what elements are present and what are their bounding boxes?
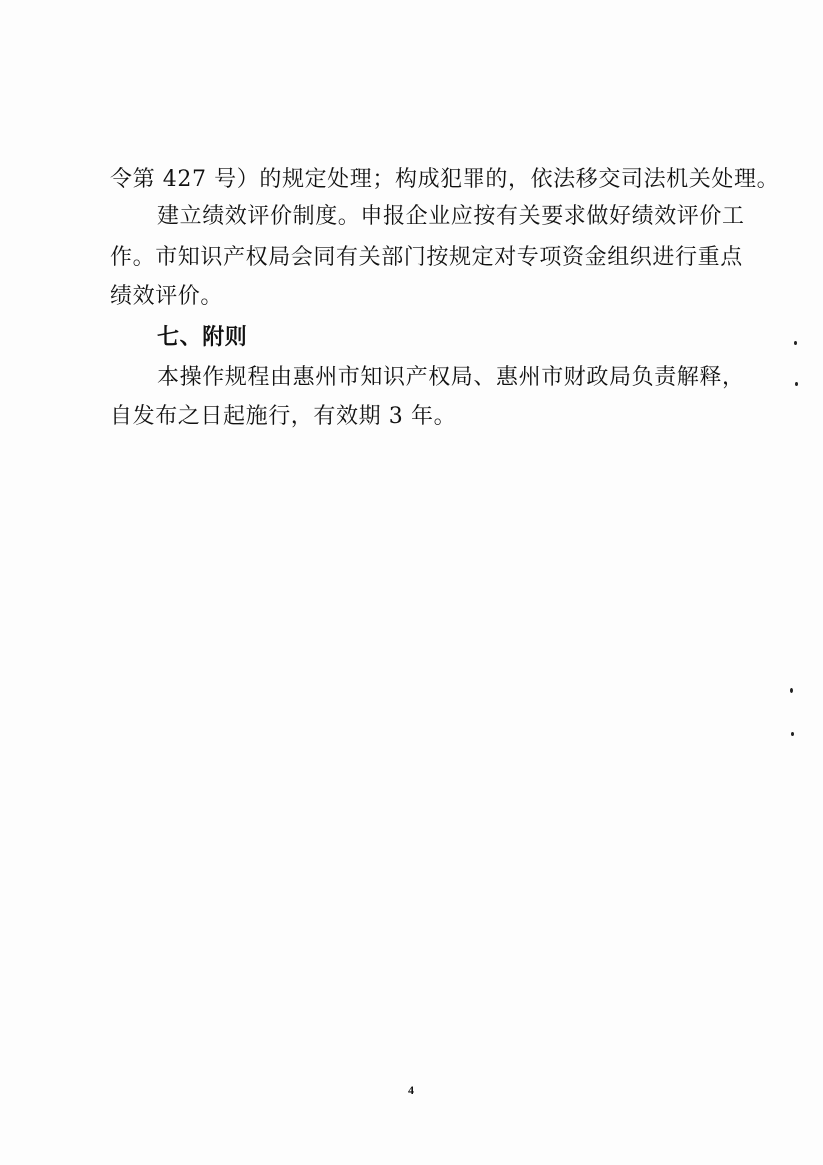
- body-line-1: 令第 427 号）的规定处理；构成犯罪的，依法移交司法机关处理。: [110, 167, 780, 192]
- scan-speck: [791, 732, 794, 736]
- scan-speck: [795, 382, 798, 386]
- scan-speck: [794, 341, 797, 345]
- body-line-7: 自发布之日起施行，有效期 3 年。: [110, 404, 457, 429]
- body-line-3: 作。市知识产权局会同有关部门按规定对专项资金组织进行重点: [110, 245, 743, 270]
- body-line-2: 建立绩效评价制度。申报企业应按有关要求做好绩效评价工: [157, 204, 745, 229]
- body-line-4: 绩效评价。: [110, 284, 224, 309]
- body-line-6: 本操作规程由惠州市知识产权局、惠州市财政局负责解释，: [157, 365, 745, 390]
- scan-speck: [790, 688, 793, 693]
- section-heading: 七、附则: [157, 324, 248, 350]
- page-number: 4: [408, 1083, 414, 1097]
